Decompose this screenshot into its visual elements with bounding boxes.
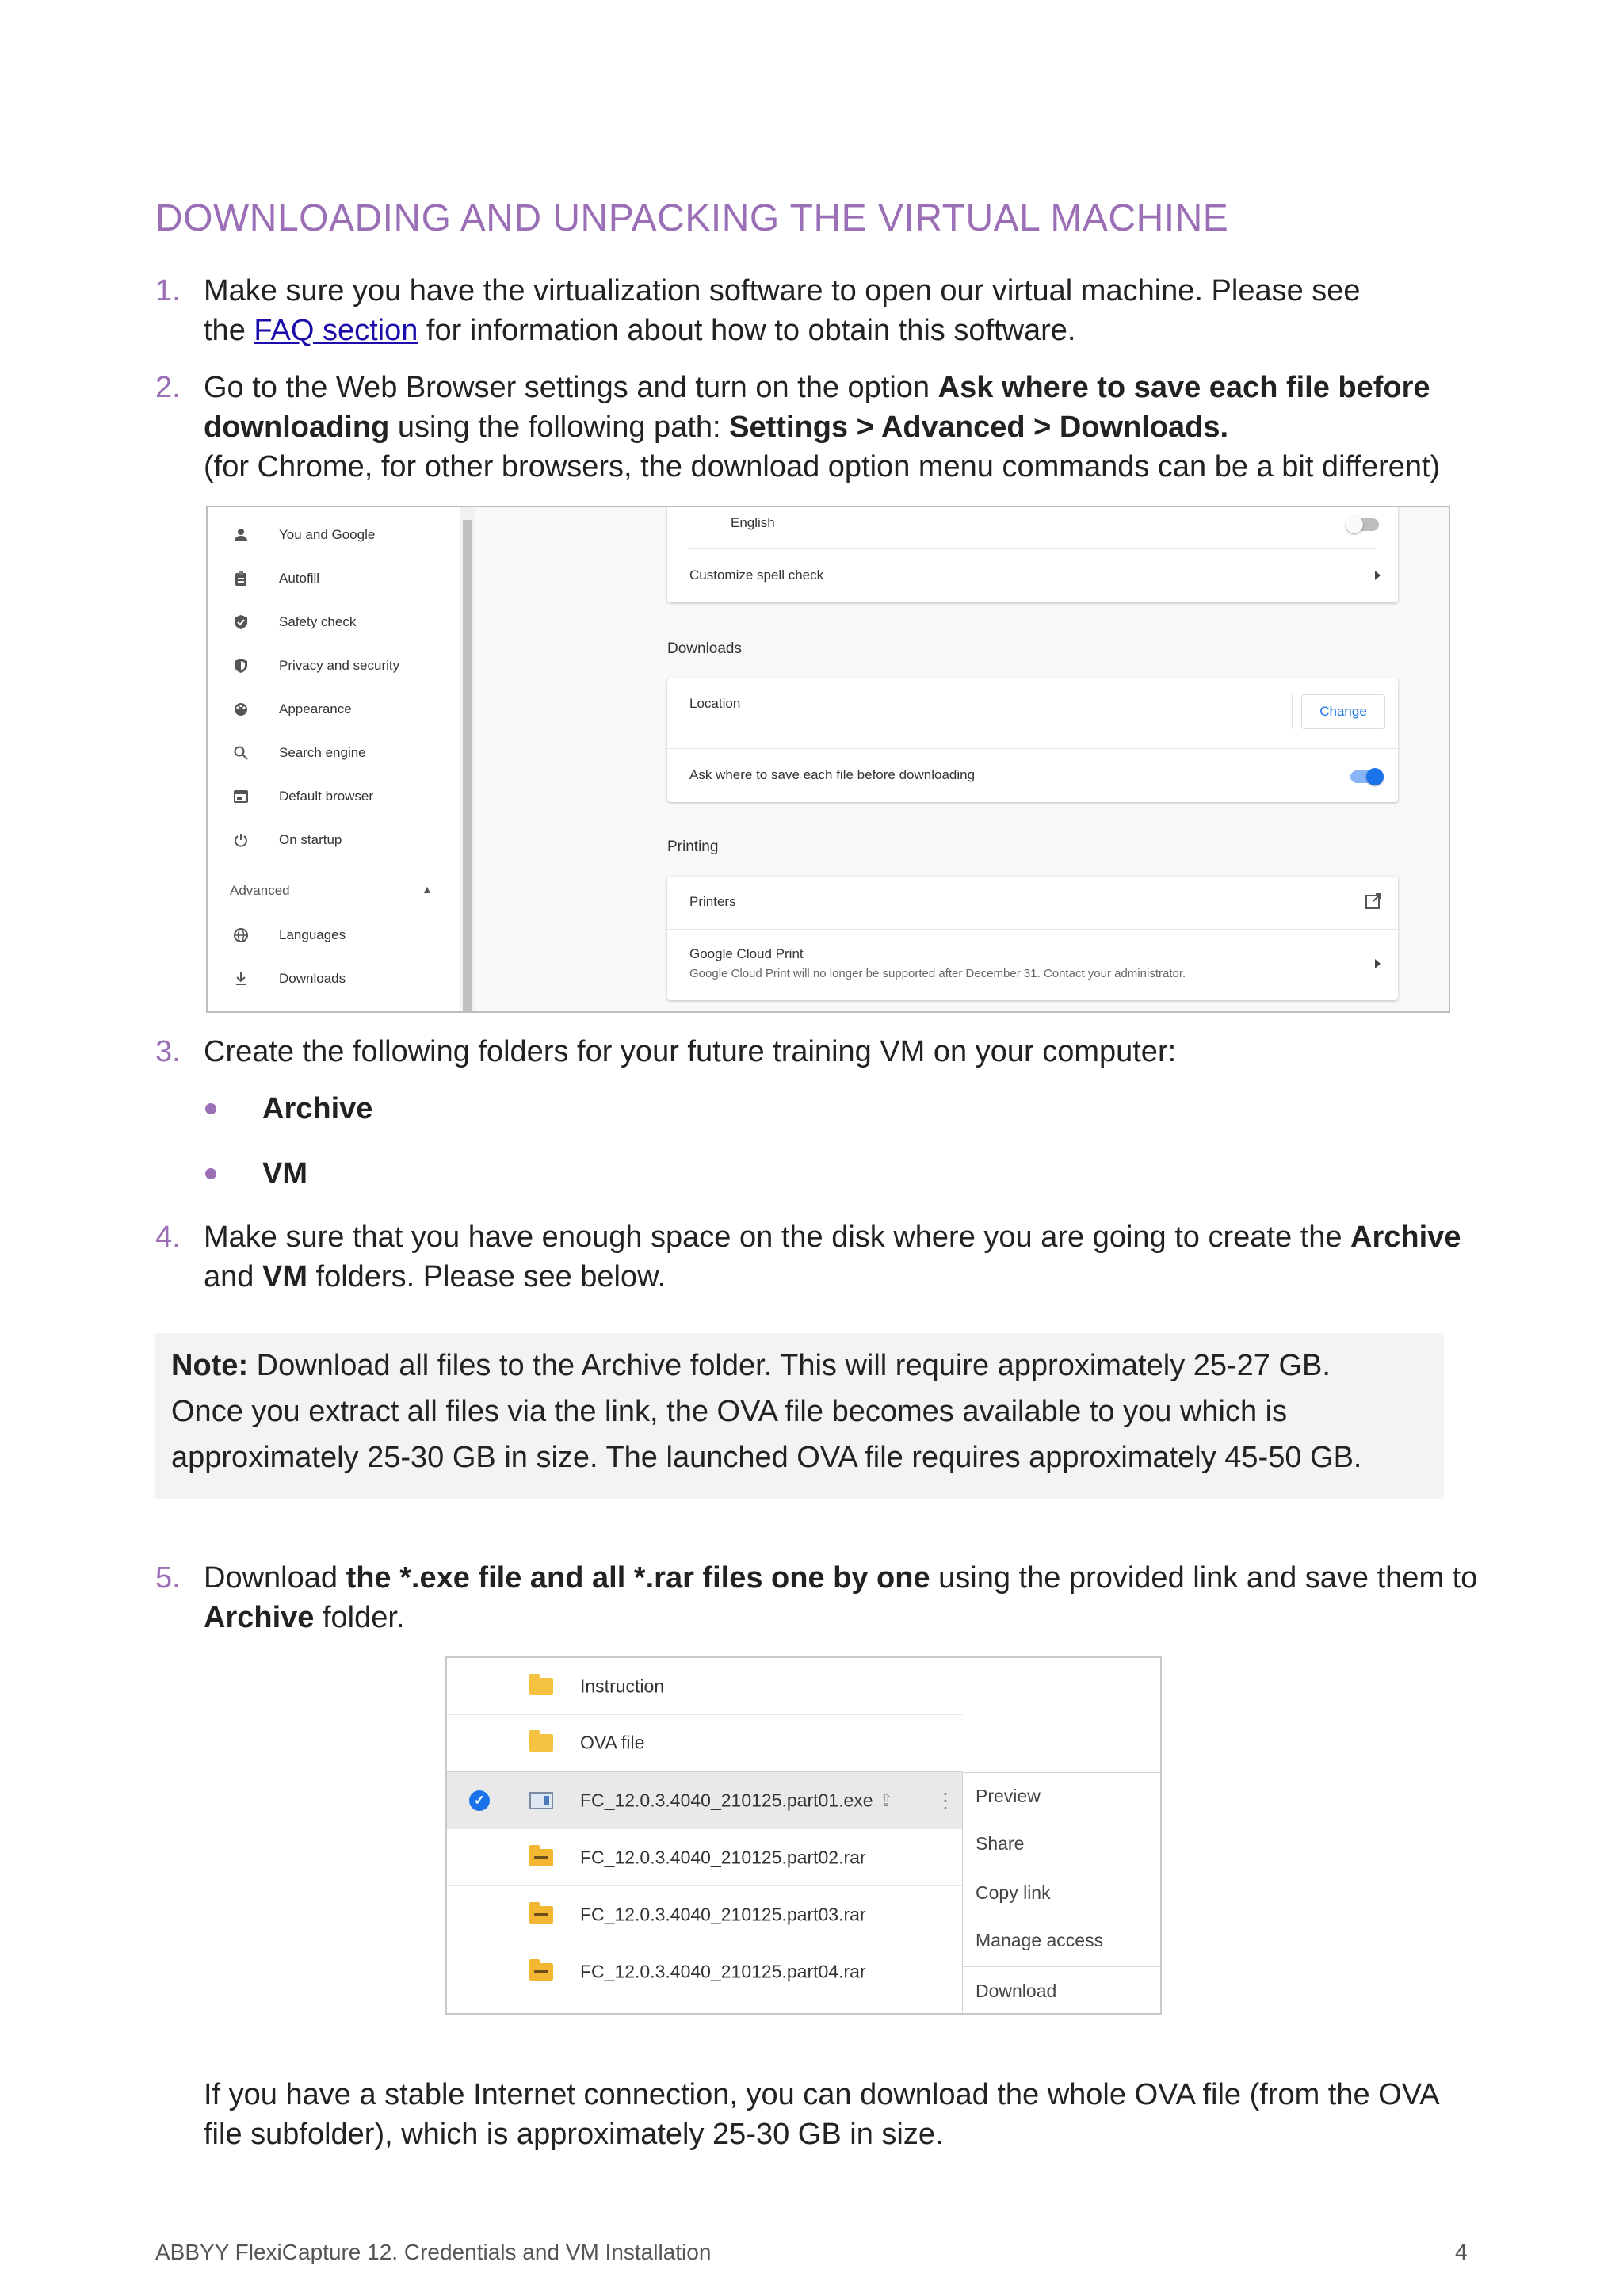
- folder-icon: [529, 1734, 553, 1752]
- file-row-part03-rar[interactable]: [447, 1886, 962, 1943]
- step-5-text-pre: Download: [204, 1561, 346, 1595]
- sidebar-item-downloads[interactable]: [231, 967, 346, 991]
- bullet-dot: [205, 1103, 216, 1114]
- sidebar-advanced-label[interactable]: Advanced: [230, 883, 290, 898]
- folder-archive-bullet: Archive: [262, 1092, 373, 1125]
- bullet-dot: [205, 1168, 216, 1179]
- rar-file-icon: [529, 1963, 553, 1981]
- card-divider: [667, 929, 1398, 930]
- step-1-line-1: Make sure you have the virtualization software to open our virtual machine. Please see: [204, 274, 1361, 308]
- step-number-4: 4.: [155, 1221, 181, 1254]
- file-row-instruction[interactable]: [447, 1658, 962, 1715]
- chevron-right-icon[interactable]: [1375, 571, 1381, 580]
- browser-icon: [231, 787, 250, 806]
- note-label: Note:: [171, 1349, 249, 1382]
- change-location-button[interactable]: Change: [1301, 694, 1385, 729]
- settings-sidebar: [208, 507, 475, 1013]
- step-number-5: 5.: [155, 1561, 181, 1595]
- step-number-3: 3.: [155, 1035, 181, 1068]
- sidebar-item-label: Safety check: [279, 614, 357, 629]
- step-2-bold-option: Ask where to save each file before: [938, 371, 1430, 404]
- ask-where-to-save-label: Ask where to save each file before downloading: [689, 767, 976, 782]
- step-number-2: 2.: [155, 371, 181, 404]
- customize-spell-check-label[interactable]: Customize spell check: [689, 567, 824, 583]
- printing-section-title: Printing: [667, 839, 719, 855]
- globe-icon: [231, 926, 250, 945]
- step-4-line-2: [204, 1257, 666, 1297]
- step-4-text-pre: Make sure that you have enough space on the disk where you are going to create the: [204, 1221, 1351, 1254]
- sidebar-item-appearance[interactable]: [231, 697, 352, 721]
- sidebar-item-languages[interactable]: [231, 923, 346, 947]
- step-2-line-2: [204, 407, 1228, 447]
- vertical-separator: [1292, 694, 1293, 729]
- note-text-1: Download all files to the Archive folder. This will require approximately 25-27 GB.: [248, 1349, 1331, 1382]
- sidebar-item-label: Search engine: [279, 745, 366, 760]
- step-2-line-3: (for Chrome, for other browsers, the download option menu commands can be a bit different): [204, 450, 1441, 483]
- note-line-3: approximately 25-30 GB in size. The launched OVA file requires approximately 45-50 GB.: [171, 1441, 1362, 1474]
- footer-title: ABBYY FlexiCapture 12. Credentials and VM Installation: [155, 2240, 712, 2264]
- file-name: Instruction: [580, 1675, 665, 1696]
- file-name: FC_12.0.3.4040_210125.part04.rar: [580, 1961, 866, 1982]
- file-row-ova-file[interactable]: [447, 1715, 962, 1772]
- checkmark-icon[interactable]: ✓: [469, 1790, 490, 1811]
- downloads-card: [667, 678, 1398, 802]
- language-card: [667, 506, 1398, 602]
- step-1-text-pre: the: [204, 314, 254, 347]
- english-language-label: English: [731, 515, 775, 530]
- file-name: FC_12.0.3.4040_210125.part02.rar: [580, 1847, 866, 1867]
- step-2-line-1: [204, 368, 1430, 407]
- menu-item-manage-access[interactable]: Manage access: [976, 1930, 1104, 1950]
- more-options-icon[interactable]: ⋮: [935, 1788, 956, 1812]
- section-heading: DOWNLOADING AND UNPACKING THE VIRTUAL MACHINE: [155, 197, 1229, 239]
- file-row-part04-rar[interactable]: [447, 1943, 962, 2000]
- sidebar-item-privacy-and-security[interactable]: [231, 654, 399, 678]
- download-icon: [231, 969, 250, 988]
- rar-file-icon: [529, 1849, 553, 1866]
- step-5-text-folder: folder.: [314, 1601, 405, 1634]
- google-cloud-print-label[interactable]: Google Cloud Print: [689, 946, 804, 961]
- sidebar-item-autofill[interactable]: [231, 567, 319, 590]
- external-link-icon[interactable]: [1365, 892, 1382, 914]
- step-2-text-pre: Go to the Web Browser settings and turn on the option: [204, 371, 938, 404]
- printing-card: [667, 877, 1398, 1000]
- menu-item-preview[interactable]: Preview: [976, 1786, 1041, 1806]
- faq-section-link[interactable]: FAQ section: [254, 314, 418, 347]
- google-cloud-print-sublabel: Google Cloud Print will no longer be supported after December 31. Contact your administrator.: [689, 967, 1186, 980]
- note-line-2: Once you extract all files via the link, the OVA file becomes available to you which is: [171, 1395, 1288, 1428]
- menu-separator: [963, 1966, 1162, 1967]
- downloads-section-title: Downloads: [667, 640, 742, 657]
- step-5-bold-archive: Archive: [204, 1601, 315, 1634]
- palette-icon: [231, 700, 250, 719]
- printers-label[interactable]: Printers: [689, 894, 736, 909]
- file-name: OVA file: [580, 1732, 645, 1753]
- sidebar-item-label: You and Google: [279, 527, 376, 542]
- sidebar-item-you-and-google[interactable]: [231, 523, 375, 547]
- step-4-bold-archive: Archive: [1350, 1221, 1461, 1254]
- exe-file-icon: [529, 1792, 553, 1809]
- menu-item-copy-link[interactable]: Copy link: [976, 1882, 1051, 1903]
- step-1-line-2: [204, 311, 1076, 350]
- step-2-settings-path: Settings > Advanced > Downloads.: [729, 411, 1229, 444]
- menu-item-download[interactable]: Download: [976, 1981, 1057, 2001]
- sidebar-item-label: Downloads: [279, 971, 346, 986]
- folder-icon: [529, 1678, 553, 1695]
- step-number-1: 1.: [155, 274, 181, 308]
- sidebar-item-safety-check[interactable]: [231, 610, 356, 634]
- note-box: [155, 1333, 1444, 1499]
- share-icon[interactable]: ⇪: [879, 1790, 894, 1810]
- folder-vm-bullet: VM: [262, 1157, 307, 1190]
- sidebar-scroll-thumb[interactable]: [463, 520, 472, 1011]
- sidebar-item-label: Languages: [279, 927, 346, 942]
- step-1-text-post: for information about how to obtain this software.: [418, 314, 1076, 347]
- step-4-text-and: and: [204, 1260, 262, 1293]
- sidebar-item-label: Appearance: [279, 701, 352, 716]
- step-3-line-1: Create the following folders for your future training VM on your computer:: [204, 1035, 1177, 1068]
- chrome-settings-screenshot: [206, 506, 1450, 1013]
- power-icon: [231, 831, 250, 850]
- sidebar-item-label: On startup: [279, 832, 342, 847]
- rar-file-icon: [529, 1906, 553, 1924]
- sidebar-item-default-browser[interactable]: [231, 785, 373, 808]
- search-icon: [231, 743, 250, 762]
- shield-icon: [231, 656, 250, 675]
- sidebar-item-on-startup[interactable]: [231, 828, 342, 852]
- person-icon: [231, 525, 250, 544]
- file-name: FC_12.0.3.4040_210125.part03.rar: [580, 1904, 866, 1924]
- context-menu: [962, 1772, 1162, 2015]
- file-name: FC_12.0.3.4040_210125.part01.exe: [580, 1790, 873, 1810]
- card-divider: [667, 748, 1398, 749]
- step-5-line-1: [204, 1558, 1477, 1598]
- step-4-bold-vm: VM: [262, 1260, 307, 1293]
- file-list-screenshot: [445, 1656, 1162, 2015]
- step-2-bold-option-end: downloading: [204, 411, 390, 444]
- chevron-up-icon[interactable]: ▲: [422, 883, 433, 896]
- file-row-part01-exe[interactable]: [447, 1772, 962, 1829]
- step-4-line-1: [204, 1217, 1461, 1257]
- location-label: Location: [689, 696, 741, 711]
- clipboard-icon: [231, 569, 250, 588]
- file-row-part02-rar[interactable]: [447, 1829, 962, 1886]
- card-divider: [689, 548, 1376, 549]
- english-toggle[interactable]: [1347, 518, 1379, 531]
- note-line-1: [171, 1346, 1331, 1385]
- shield-check-icon: [231, 613, 250, 632]
- ask-where-to-save-toggle[interactable]: [1350, 770, 1382, 783]
- sidebar-item-label: Privacy and security: [279, 658, 400, 673]
- step-4-text-post: folders. Please see below.: [307, 1260, 666, 1293]
- step-5-bold-files: the *.exe file and all *.rar files one by one: [346, 1561, 930, 1595]
- sidebar-item-search-engine[interactable]: [231, 741, 366, 765]
- sidebar-item-label: Default browser: [279, 789, 374, 804]
- closing-line-1: If you have a stable Internet connection, you can download the whole OVA file (from the OVA: [204, 2078, 1440, 2111]
- step-2-text-mid: using the following path:: [389, 411, 730, 444]
- sidebar-item-label: Autofill: [279, 571, 320, 586]
- step-5-text-post: using the provided link and save them to: [930, 1561, 1478, 1595]
- step-5-line-2: [204, 1598, 404, 1637]
- page-number: 4: [1455, 2240, 1468, 2264]
- chevron-right-icon[interactable]: [1375, 959, 1381, 968]
- menu-item-share[interactable]: Share: [976, 1833, 1025, 1854]
- closing-line-2: file subfolder), which is approximately 25-30 GB in size.: [204, 2118, 944, 2151]
